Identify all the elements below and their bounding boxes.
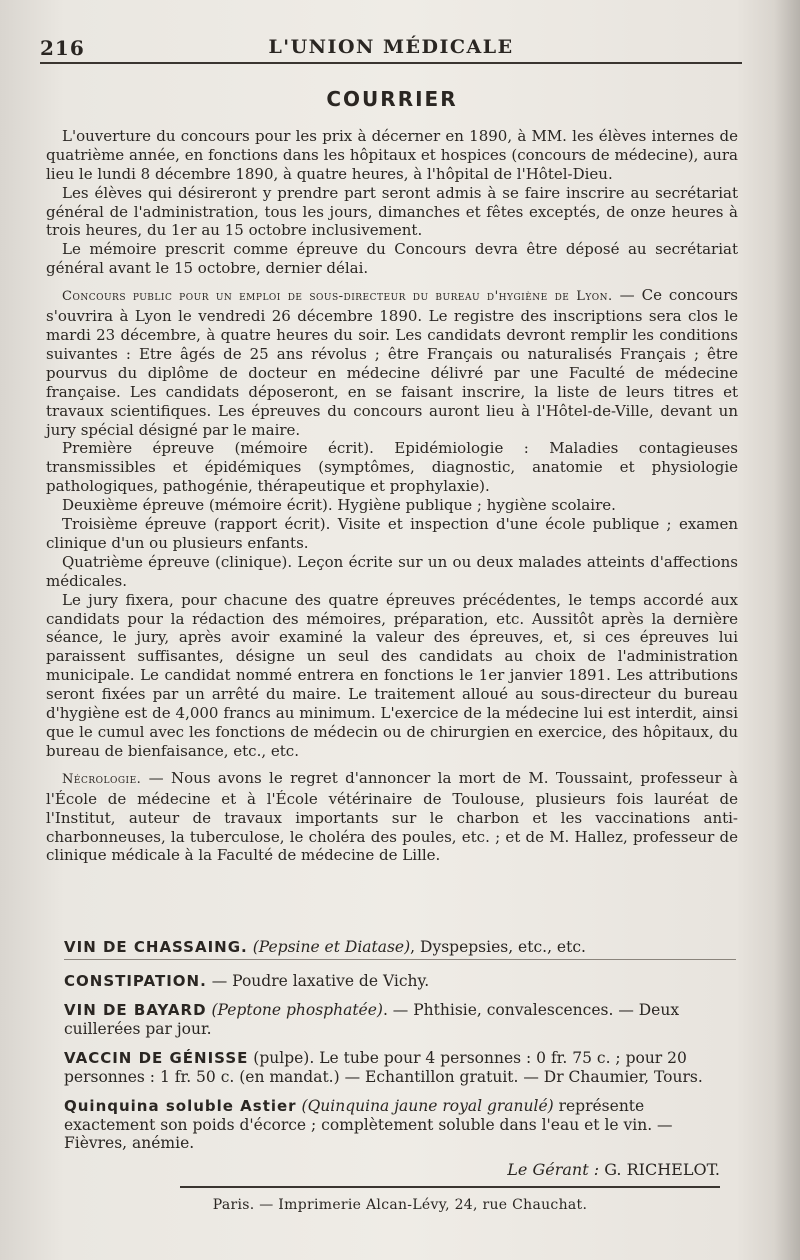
journal-title: L'UNION MÉDICALE — [268, 36, 514, 58]
ad-name: VACCIN DE GÉNISSE — [64, 1049, 249, 1067]
ad-item: VIN DE BAYARD (Peptone phosphatée). — Phthisie, convalescences. — Deux cuillerées par jour. — [64, 1001, 680, 1038]
courrier-column — [46, 87, 738, 865]
signature-name: G. RICHELOT. — [604, 1160, 720, 1179]
divider — [180, 1186, 720, 1188]
ad-item: Quinquina soluble Astier (Quinquina jaune royal granulé) représente exactement son poids d'écorce ; complètement soluble dans l'eau et le vin. — Fièvres, anémie. — [64, 1097, 673, 1152]
page-shadow — [774, 0, 800, 1260]
ad-name: Quinquina soluble Astier — [64, 1097, 297, 1115]
imprint: Paris. — Imprimerie Alcan-Lévy, 24, rue Chauchat. — [212, 1197, 588, 1213]
paragraph: Concours public pour un emploi de sous-directeur du bureau d'hygiène de Lyon. — Ce concours s'ouvrira à Lyon le vendredi 26 décembre 1890. Le registre des inscriptions sera clos le mardi 23 décembre, à quatre heures du soir. Les candidats devront remplir les conditions suivantes : Etre âgés de 25 ans révolus ; être Français ou naturalisés Français ; être pourvus du diplôme de docteur en médecine délivré par une Faculté de médecine française. Les candidats déposeront, en se faisant inscrire, la liste de leurs titres et travaux scientifiques. Les épreuves du concours auront lieu à l'Hôtel-de-Ville, devant un jury spécial désigné par le maire. — [46, 286, 738, 439]
paragraph: Première épreuve (mémoire écrit). Epidémiologie : Maladies contagieuses transmissibles et épidémiques (symptômes, diagnostic, anatomie et physiologie pathologiques, pathogénie, thérapeutique et prophylaxie). — [46, 439, 738, 496]
ad-name: VIN DE CHASSAING. — [64, 938, 248, 956]
ad-item: CONSTIPATION. — Poudre laxative de Vichy. — [64, 971, 430, 990]
paragraph: Quatrième épreuve (clinique). Leçon écrite sur un ou deux malades atteints d'affections médicales. — [46, 552, 738, 590]
page-number: 216 — [40, 36, 85, 60]
paragraph: Troisième épreuve (rapport écrit). Visite et inspection d'une école publique ; examen clinique d'un ou plusieurs enfants. — [46, 515, 738, 552]
paragraph-lead: Concours public pour un emploi de sous-directeur du bureau d'hygiène de Lyon. — [62, 289, 613, 305]
paragraph: Les élèves qui désireront y prendre part seront admis à se faire inscrire au secrétariat général de l'administration, tous les jours, dimanches et fêtes exceptés, de onze heures à trois heures, du 1er au 15 octobre inclusivement. — [46, 183, 738, 240]
paragraph: Nécrologie. — Nous avons le regret d'annoncer la mort de M. Toussaint, professeur à l'École de médecine et à l'École vétérinaire de Toulouse, plusieurs fois lauréat de l'Institut, auteur de travaux importants sur le charbon et les vaccinations anti-charbonneuses, la tuberculose, le choléra des poules, etc. ; et de M. Hallez, professeur de clinique médicale à la Faculté de médecine de Lille. — [46, 768, 738, 865]
signature — [507, 1160, 720, 1179]
running-head — [40, 32, 742, 64]
paragraph: Le mémoire prescrit comme épreuve du Concours devra être déposé au secrétariat général avant le 15 octobre, dernier délai. — [46, 240, 738, 278]
paragraph-lead: Nécrologie. — [62, 771, 142, 787]
ad-item: VACCIN DE GÉNISSE (pulpe). Le tube pour 4 personnes : 0 fr. 75 c. ; pour 20 personnes : 1 fr. 50 c. (en mandat.) — Echantillon gratuit. — Dr Chaumier, Tours. — [64, 1049, 703, 1086]
paragraph: Le jury fixera, pour chacune des quatre épreuves précédentes, le temps accordé aux candidats pour la rédaction des mémoires, préparation, etc. Aussitôt après la dernière séance, le jury, après avoir examiné la valeur des épreuves, et, si ces épreuves lui paraissent suffisantes, désigne un seul des candidats au choix de l'administration municipale. Le candidat nommé entrera en fonctions le 1er janvier 1891. Les attributions seront fixées par un arrêté du maire. Le traitement alloué au sous-directeur du bureau d'hygiène est de 4,000 francs au minimum. L'exercice de la médecine lui est interdit, ainsi que le cumul avec les fonctions de médecin ou de chirurgien en exercice, des hôpitaux, du bureau de bienfaisance, etc., etc. — [46, 590, 738, 760]
ad-item: VIN DE CHASSAING. (Pepsine et Diatase), Dyspepsies, etc., etc. — [64, 938, 736, 960]
ad-name: VIN DE BAYARD — [64, 1001, 207, 1019]
paragraph: Deuxième épreuve (mémoire écrit). Hygiène publique ; hygiène scolaire. — [62, 496, 616, 515]
advertisements — [64, 938, 736, 1164]
paragraph: L'ouverture du concours pour les prix à décerner en 1890, à MM. les élèves internes de quatrième année, en fonctions dans les hôpitaux et hospices (concours de médecine), aura lieu le lundi 8 décembre 1890, à quatre heures, à l'hôpital de l'Hôtel-Dieu. — [46, 126, 738, 183]
section-title: COURRIER — [326, 87, 458, 111]
signature-role: Le Gérant : — [507, 1160, 600, 1179]
ad-name: CONSTIPATION. — [64, 971, 207, 990]
